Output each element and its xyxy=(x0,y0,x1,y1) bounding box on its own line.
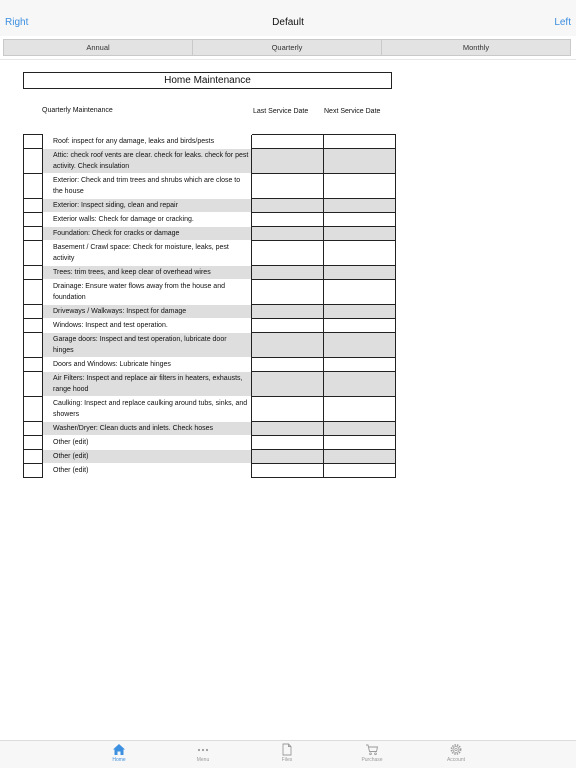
task-label: Exterior: Check and trim trees and shrubs which are close to the house xyxy=(43,174,252,199)
file-icon xyxy=(280,743,294,756)
last-service-date-cell[interactable] xyxy=(252,422,324,436)
task-row xyxy=(24,319,396,333)
next-service-date-cell[interactable] xyxy=(324,241,396,266)
segment-quarterly[interactable]: Quarterly xyxy=(193,39,382,56)
tab-home-label: Home xyxy=(112,757,126,763)
last-service-date-cell[interactable] xyxy=(252,266,324,280)
last-service-date-cell[interactable] xyxy=(252,305,324,319)
last-service-date-cell[interactable] xyxy=(252,436,324,450)
next-service-date-cell[interactable] xyxy=(324,135,396,149)
next-service-date-cell[interactable] xyxy=(324,372,396,397)
last-service-date-cell[interactable] xyxy=(252,199,324,213)
task-row xyxy=(24,266,396,280)
task-checkbox[interactable] xyxy=(24,436,43,450)
task-row xyxy=(24,464,396,478)
segment-monthly[interactable]: Monthly xyxy=(382,39,571,56)
last-service-date-cell[interactable] xyxy=(252,464,324,478)
tab-bar xyxy=(0,740,576,768)
task-checkbox[interactable] xyxy=(24,319,43,333)
period-segmented-control xyxy=(3,39,571,57)
task-checkbox[interactable] xyxy=(24,213,43,227)
tab-files-label: Files xyxy=(281,757,293,763)
task-row xyxy=(24,135,396,149)
task-checkbox[interactable] xyxy=(24,135,43,149)
tab-files[interactable] xyxy=(262,743,312,769)
last-service-date-cell[interactable] xyxy=(252,372,324,397)
task-label: Caulking: Inspect and replace caulking around tubs, sinks, and showers xyxy=(43,397,252,422)
tab-home[interactable] xyxy=(94,743,144,769)
task-label: Roof: inspect for any damage, leaks and birds/pests xyxy=(43,135,252,149)
last-service-date-cell[interactable] xyxy=(252,358,324,372)
task-row xyxy=(24,241,396,266)
next-service-date-header: Next Service Date xyxy=(324,108,381,115)
task-checkbox[interactable] xyxy=(24,305,43,319)
task-row xyxy=(24,305,396,319)
task-label: Other (edit) xyxy=(43,436,252,450)
tab-account[interactable] xyxy=(431,743,481,769)
divider xyxy=(0,59,576,60)
task-checkbox[interactable] xyxy=(24,464,43,478)
task-label: Exterior: Inspect siding, clean and repair xyxy=(43,199,252,213)
nav-title: Default xyxy=(272,17,304,28)
tab-menu[interactable] xyxy=(178,743,228,769)
tab-menu-label: Menu xyxy=(196,757,210,763)
next-service-date-cell[interactable] xyxy=(324,450,396,464)
last-service-date-cell[interactable] xyxy=(252,174,324,199)
last-service-date-header: Last Service Date xyxy=(253,108,309,115)
navigation-bar xyxy=(0,0,576,36)
section-header: Quarterly Maintenance xyxy=(42,107,113,114)
home-icon xyxy=(112,743,126,756)
task-checkbox[interactable] xyxy=(24,280,43,305)
task-label: Other (edit) xyxy=(43,450,252,464)
task-checkbox[interactable] xyxy=(24,199,43,213)
task-label: Basement / Crawl space: Check for moisture, leaks, pest activity xyxy=(43,241,252,266)
task-label: Windows: Inspect and test operation. xyxy=(43,319,252,333)
task-label: Trees: trim trees, and keep clear of overhead wires xyxy=(43,266,252,280)
task-checkbox[interactable] xyxy=(24,450,43,464)
next-service-date-cell[interactable] xyxy=(324,213,396,227)
task-row xyxy=(24,149,396,174)
next-service-date-cell[interactable] xyxy=(324,464,396,478)
cart-icon xyxy=(365,743,379,756)
next-service-date-cell[interactable] xyxy=(324,358,396,372)
task-row xyxy=(24,333,396,358)
last-service-date-cell[interactable] xyxy=(252,319,324,333)
next-service-date-cell[interactable] xyxy=(324,266,396,280)
last-service-date-cell[interactable] xyxy=(252,241,324,266)
last-service-date-cell[interactable] xyxy=(252,450,324,464)
task-checkbox[interactable] xyxy=(24,174,43,199)
next-service-date-cell[interactable] xyxy=(324,422,396,436)
task-row xyxy=(24,436,396,450)
task-label: Drainage: Ensure water flows away from the house and foundation xyxy=(43,280,252,305)
task-label: Washer/Dryer: Clean ducts and inlets. Check hoses xyxy=(43,422,252,436)
next-service-date-cell[interactable] xyxy=(324,319,396,333)
next-service-date-cell[interactable] xyxy=(324,305,396,319)
task-label: Driveways / Walkways: Inspect for damage xyxy=(43,305,252,319)
task-checkbox[interactable] xyxy=(24,422,43,436)
task-row xyxy=(24,358,396,372)
last-service-date-cell[interactable] xyxy=(252,135,324,149)
task-checkbox[interactable] xyxy=(24,241,43,266)
last-service-date-cell[interactable] xyxy=(252,213,324,227)
tab-purchase-label: Purchase xyxy=(361,757,383,763)
next-service-date-cell[interactable] xyxy=(324,280,396,305)
task-label: Doors and Windows: Lubricate hinges xyxy=(43,358,252,372)
task-row xyxy=(24,213,396,227)
task-label: Exterior walls: Check for damage or cracking. xyxy=(43,213,252,227)
task-checkbox[interactable] xyxy=(24,227,43,241)
next-service-date-cell[interactable] xyxy=(324,397,396,422)
task-row xyxy=(24,199,396,213)
next-service-date-cell[interactable] xyxy=(324,333,396,358)
task-row xyxy=(24,174,396,199)
tab-purchase[interactable] xyxy=(347,743,397,769)
menu-dots-icon xyxy=(196,743,210,756)
task-row xyxy=(24,422,396,436)
task-label: Foundation: Check for cracks or damage xyxy=(43,227,252,241)
task-label: Other (edit) xyxy=(43,464,252,478)
sheet-title: Home Maintenance xyxy=(23,72,392,89)
task-checkbox[interactable] xyxy=(24,149,43,174)
task-row xyxy=(24,280,396,305)
right-nav-button[interactable]: Right xyxy=(5,17,29,28)
task-row xyxy=(24,450,396,464)
task-checkbox[interactable] xyxy=(24,266,43,280)
last-service-date-cell[interactable] xyxy=(252,397,324,422)
left-nav-button[interactable]: Left xyxy=(554,17,571,28)
next-service-date-cell[interactable] xyxy=(324,199,396,213)
task-label: Attic: check roof vents are clear. check for leaks. check for pest activity. Check insulation xyxy=(43,149,252,174)
task-checkbox[interactable] xyxy=(24,358,43,372)
next-service-date-cell[interactable] xyxy=(324,174,396,199)
task-checkbox[interactable] xyxy=(24,372,43,397)
task-label: Air Filters: Inspect and replace air filters in heaters, exhausts, range hood xyxy=(43,372,252,397)
task-checkbox[interactable] xyxy=(24,333,43,358)
task-row xyxy=(24,397,396,422)
last-service-date-cell[interactable] xyxy=(252,333,324,358)
next-service-date-cell[interactable] xyxy=(324,227,396,241)
task-row xyxy=(24,227,396,241)
segment-annual[interactable]: Annual xyxy=(3,39,193,56)
next-service-date-cell[interactable] xyxy=(324,436,396,450)
task-row xyxy=(24,372,396,397)
last-service-date-cell[interactable] xyxy=(252,227,324,241)
task-checkbox[interactable] xyxy=(24,397,43,422)
tab-account-label: Account xyxy=(446,757,466,763)
maintenance-table xyxy=(23,134,396,478)
task-label: Garage doors: Inspect and test operation, lubricate door hinges xyxy=(43,333,252,358)
last-service-date-cell[interactable] xyxy=(252,280,324,305)
next-service-date-cell[interactable] xyxy=(324,149,396,174)
last-service-date-cell[interactable] xyxy=(252,149,324,174)
gear-icon xyxy=(449,743,463,756)
